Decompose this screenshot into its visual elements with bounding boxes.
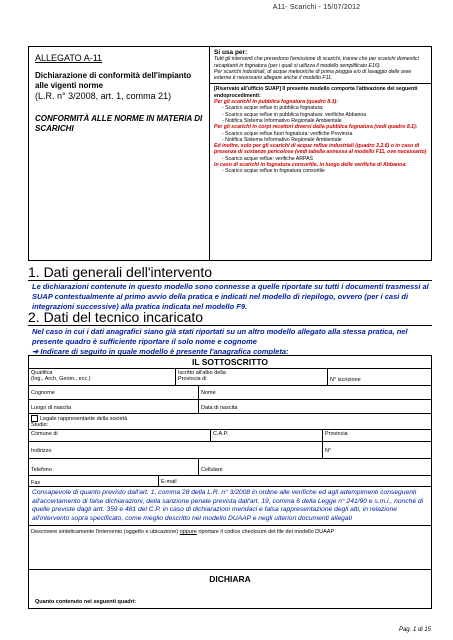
comune-label: Comune di <box>31 431 58 437</box>
conformita-title: CONFORMITÀ ALLE NORME IN MATERIA DI SCARICHI <box>35 114 203 133</box>
dichiarazione-title: Dichiarazione di conformità dell'impianto alle vigenti norme <box>35 71 192 90</box>
nome-field[interactable] <box>199 386 431 399</box>
usage-panel <box>210 47 431 260</box>
qualifica-sublabel: (Ing., Arch, Geom., ecc.) <box>31 376 91 382</box>
provincia-field[interactable] <box>323 430 431 441</box>
indirizzo-field[interactable] <box>29 442 323 458</box>
si-usa-label: Si usa per: <box>214 49 248 56</box>
page-number: Pag. 1 di 15 <box>398 627 431 633</box>
telefono-row <box>29 459 431 476</box>
oppure-text: oppure <box>179 529 197 536</box>
list-item: - Scarico acque reflue: verifiche ARPAS <box>222 155 314 162</box>
allegato-label: ALLEGATO A-11 <box>35 53 103 63</box>
list-item: - Scarico acque reflue in pubblica fognatura: verifiche Abbanoa <box>222 111 367 118</box>
albo-field[interactable] <box>176 369 328 385</box>
page-header: A11- Scarichi - 15/07/2012 <box>272 4 361 11</box>
list-item: - Scarico acque reflue in pubblica fognatura; <box>222 105 324 112</box>
list-item: - Scarico acque reflue fuori fognatura: verifiche Provincia <box>222 130 353 137</box>
industriali-heading: Ed inoltre, solo per gli scarichi di acque reflue industriali (quadro 3.2.6) o in caso di presenza di sostanze pericolose (vedi tabella annessa al modello F11, ove necessario) <box>214 143 427 156</box>
descrizione-instruction <box>29 526 336 569</box>
studio-label: Studio: <box>31 422 49 428</box>
descrizione-text: Descrivere sinteticamente l'intervento (oggetto e ubicazione) <box>31 529 180 536</box>
email-label: E-mail <box>161 479 177 485</box>
section-1-text: Le dichiarazioni contenute in questo modello sono connesse a quelle riportate su tutti i documenti trasmessi al SUAP contestualmente al primo avvio della pratica e indicati nel modello di riepilogo, ovvero (per i casi di integrazioni successive) alla pratica indicata nel modello F9. <box>32 282 429 311</box>
telefono-field[interactable] <box>29 459 199 475</box>
telefono-label: Telefono <box>31 467 52 473</box>
legale-checkbox-row[interactable] <box>31 415 429 422</box>
cognome-field[interactable] <box>29 386 199 399</box>
luogo-label: Luogo di nascita <box>31 405 72 411</box>
quadri-label: Quanto contenuto nei seguenti quadri: <box>35 599 137 606</box>
data-label: Data di nascita <box>201 405 238 411</box>
provincia-label: Provincia <box>325 431 348 437</box>
section-2-text <box>32 327 430 357</box>
cognome-label: Cognome <box>31 390 55 396</box>
iscrizione-label: N° iscrizione <box>330 377 361 383</box>
list-item: - Notifica Sistema Informativo Regionale Ambientale <box>222 136 342 143</box>
divider <box>210 83 431 84</box>
fognatura-heading: Per gli scarichi in pubblica fognatura (quadro 8.1): <box>214 99 338 106</box>
form-title: IL SOTTOSCRITTO <box>29 356 431 369</box>
list-item: - Notifica Sistema Informativo Regionale Ambientale <box>222 117 342 124</box>
qualifica-row <box>29 369 431 386</box>
list-item: - Scarico acque reflue in fognatura consortile <box>222 168 325 175</box>
section-2-description: Nel caso in cui i dati anagrafici siano già stati riportati su un altro modello allegato alla stessa pratica, nel presente quadro è sufficiente riportare il solo nome e cognome <box>32 327 408 346</box>
section-2-title: 2. Dati del tecnico incaricato <box>28 309 432 326</box>
qualifica-label: Qualifica <box>31 370 53 376</box>
data-nascita-field[interactable] <box>199 400 431 413</box>
cognome-nome-row <box>29 386 431 400</box>
dichiara-title: DICHIARA <box>209 574 251 585</box>
corpi-recettori-heading: Per gli scarichi in corpi recettori diversi dalla pubblica fognatura (vedi quadro 8.1): <box>214 124 418 131</box>
anagrafica-instruction: Indicare di seguito in quale modello è presente l'anagrafica completa: <box>40 347 289 356</box>
qualifica-field[interactable] <box>29 369 176 385</box>
comune-field[interactable] <box>29 430 211 441</box>
fax-field[interactable] <box>29 476 159 486</box>
descrizione-row[interactable] <box>29 526 431 570</box>
legale-label: Legale rappresentante della società <box>40 415 128 422</box>
law-reference: (L.R. n° 3/2008, art. 1, comma 21) <box>35 91 172 101</box>
arrow-right-icon: ➔ <box>32 347 39 356</box>
fax-row <box>29 476 431 487</box>
checksum-text: riportare il codice checksum del file del modello DUAAP <box>196 529 335 536</box>
cap-field[interactable] <box>211 430 323 441</box>
header-box <box>28 46 432 261</box>
suap-reserved: [Riservato all'ufficio SUAP] Il presente modello comporta l'attivazione dei seguenti endoprocedimenti: <box>214 86 418 99</box>
indirizzo-label: Indirizzo <box>31 448 52 454</box>
legale-checkbox[interactable] <box>31 415 38 422</box>
cellulare-field[interactable] <box>199 459 431 475</box>
section-1-title: 1. Dati generali dell'intervento <box>28 264 432 281</box>
cellulare-label: Cellulare <box>201 467 223 473</box>
comune-row <box>29 430 431 442</box>
studio-row <box>29 414 431 430</box>
provincia-di-label: Provincia di <box>178 376 207 382</box>
consapevole-text: Consapevole di quanto previsto dall'art. 1, comma 28 della L.R. n° 3/2008 in ordine alle verifiche ed agli adempimenti conseguenti all'accertamento di false dichiarazioni, della sanzione penale prevista dall'art. 19, comma 6 della Legge n° 241/90 e s.m.i., nonché di quelle previste dagli artt. 359 e 481 del C.P. in caso di dichiarazioni mendaci e falsa rappresentazione degli atti, in relazione all'intervento sopra specificato, come meglio descritto nel modello DUAAP e negli ulteriori documenti allegati <box>29 487 431 526</box>
nome-label: Nome <box>201 390 216 396</box>
consortile-heading: In caso di scarichi in fognatura consortile, in luogo delle verifiche di Abbanoa: <box>214 162 407 169</box>
civico-label: N° <box>325 448 332 454</box>
indirizzo-row <box>29 442 431 459</box>
title-panel <box>29 47 210 260</box>
studio-cell <box>29 414 431 429</box>
iscrizione-field[interactable] <box>328 369 431 385</box>
usage-text-1: Tutti gli interventi che prevedono l'emissione di scarichi, tranne che per scarichi domestici recapitanti in fognatura (per i quali si utilizza il modello semplificato E16). <box>214 56 419 69</box>
civico-field[interactable] <box>323 442 431 458</box>
usage-text-2: Per scarichi industriali, di acque meteoriche di prima pioggia e/o di lavaggio delle aree esterne è necessario allegare anche il modello F11. <box>214 68 412 82</box>
cap-label: C.A.P. <box>213 431 229 437</box>
nascita-row <box>29 400 431 414</box>
sottoscritto-form <box>28 355 432 609</box>
luogo-nascita-field[interactable] <box>29 400 199 413</box>
iscritto-label: Iscritto all'albo della <box>178 370 226 376</box>
fax-label: Fax <box>31 480 41 486</box>
email-field[interactable] <box>159 476 431 486</box>
